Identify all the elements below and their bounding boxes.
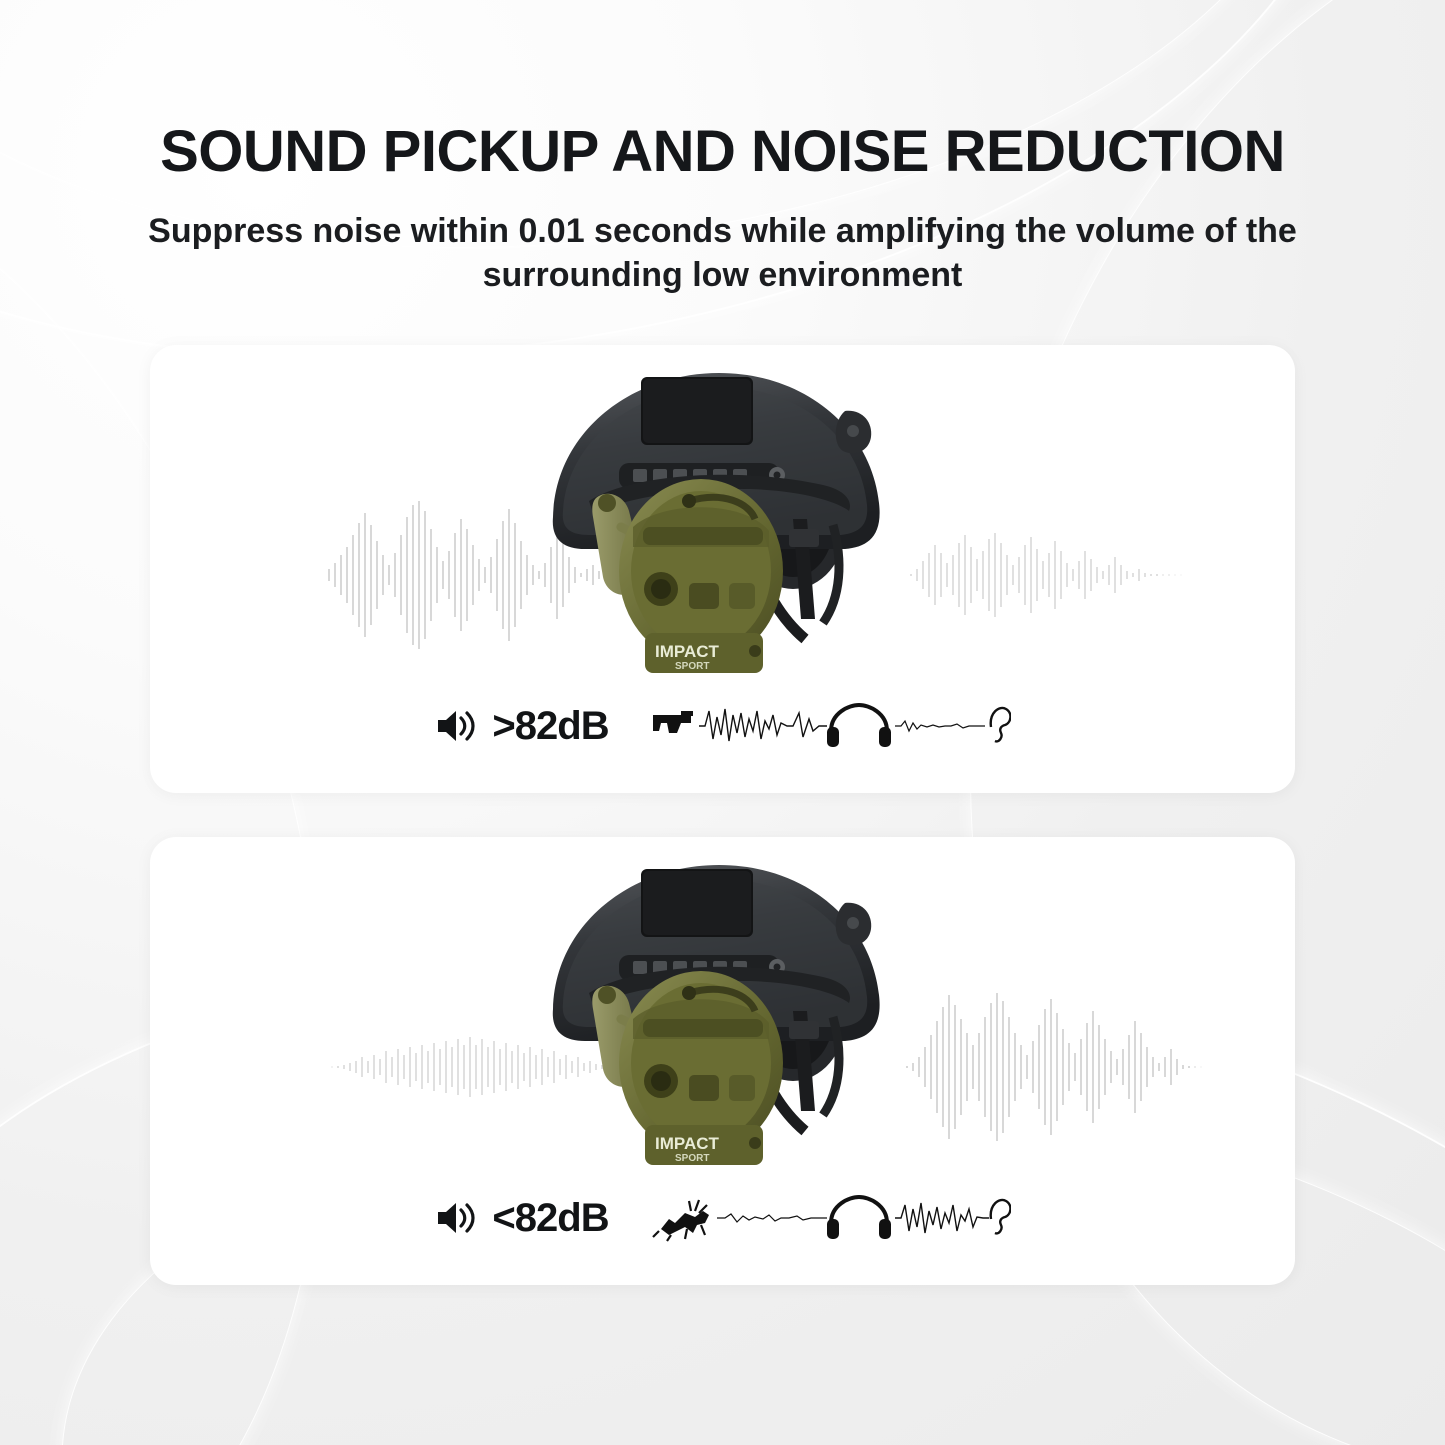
card-list [0,345,1445,1285]
db-value: >82dB [492,704,609,749]
headphones-icon [827,1197,891,1239]
card-loud-noise-suppression [150,345,1295,793]
metric-row [150,1193,1295,1243]
card-low-sound-amplification [150,837,1295,1285]
product-brand-top: IMPACT [654,642,719,662]
helmet-with-earmuff-product-image [493,351,953,711]
pistol-icon [653,711,693,733]
ear-icon [990,1200,1010,1233]
quiet-signal-wave [717,1214,827,1222]
header [0,0,1445,297]
db-label-group [434,704,609,749]
db-value: <82dB [492,1196,609,1241]
scene [150,345,1295,793]
product-brand-top: IMPACT [654,1134,719,1154]
helmet-with-earmuff-product-image [493,843,953,1203]
metric-row [150,701,1295,751]
headphones-icon [827,705,891,747]
product-brand-bottom: SPORT [674,1153,709,1165]
signal-chain [651,701,1011,751]
deer-icon [653,1200,709,1241]
loud-signal-wave [699,709,827,741]
ear-icon [990,708,1010,741]
speaker-icon [434,706,478,746]
attenuated-signal-wave [895,721,985,731]
product-brand-bottom: SPORT [674,661,709,673]
amplified-signal-wave [895,1203,989,1233]
scene [150,837,1295,1285]
db-label-group [434,1196,609,1241]
speaker-icon [434,1198,478,1238]
signal-chain [651,1193,1011,1243]
page-subtitle: Suppress noise within 0.01 seconds while amplifying the volume of the surrounding low environment [148,211,1297,295]
page-title: SOUND PICKUP AND NOISE REDUCTION [160,119,1285,184]
